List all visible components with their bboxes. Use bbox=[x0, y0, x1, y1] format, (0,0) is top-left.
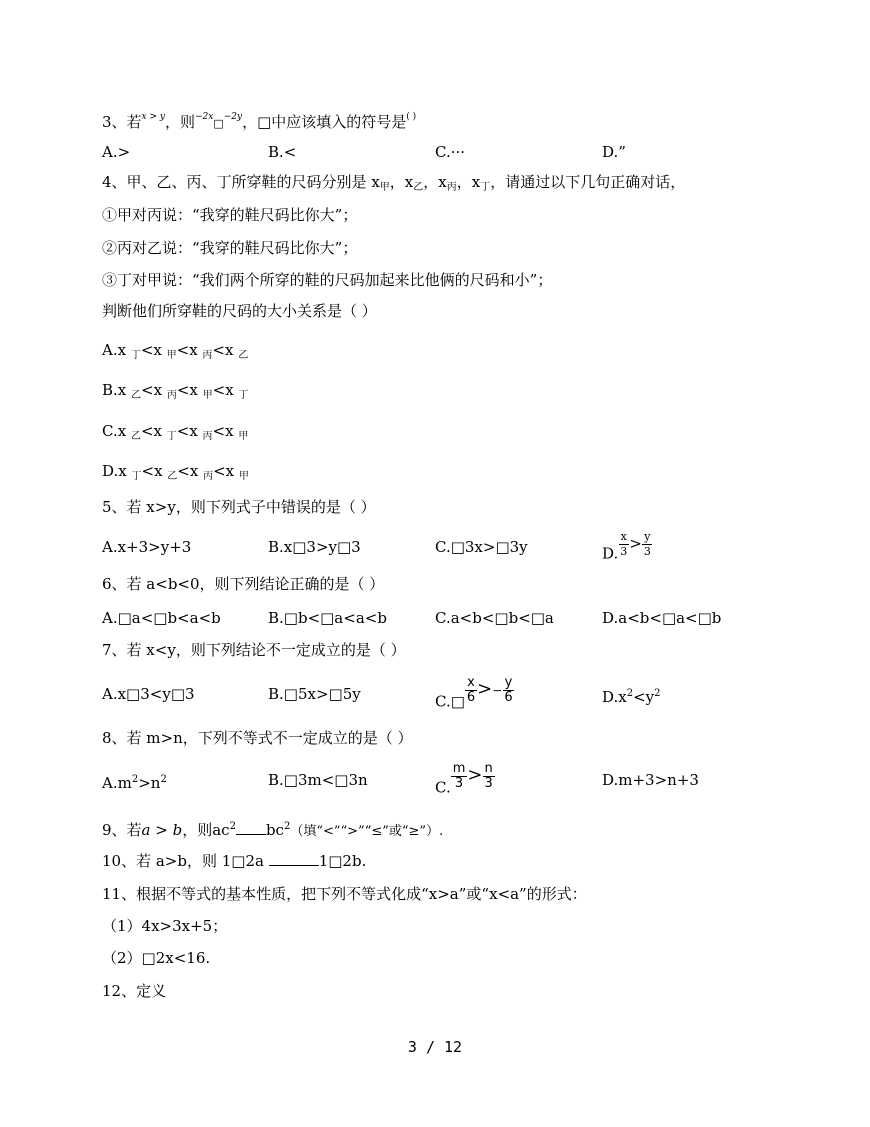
q7-d-exp1: 2 bbox=[626, 688, 634, 699]
q8-c-frac1 bbox=[451, 762, 468, 791]
q4-sep-2: ，x bbox=[423, 173, 447, 191]
q4-a-s4: 乙 bbox=[238, 350, 249, 361]
q10-blank[interactable] bbox=[269, 865, 319, 866]
q7-c-frac2 bbox=[502, 676, 514, 705]
q4-b-lt1: <x bbox=[141, 381, 167, 399]
q8-c-num2: n bbox=[484, 761, 493, 776]
q4-c-s3: 丙 bbox=[202, 431, 213, 442]
q3-option-a: A.> bbox=[102, 143, 131, 161]
q7-option-b: B.□5x>□5y bbox=[268, 685, 361, 703]
q8-option-b: B.□3m<□3n bbox=[268, 771, 368, 789]
q3-line bbox=[102, 107, 416, 134]
q7-stem: 7、若 x<y，则下列结论不一定成立的是（ ） bbox=[102, 641, 406, 659]
q7-option-c bbox=[435, 676, 515, 712]
q8-a-exp1: 2 bbox=[131, 774, 139, 785]
q4-c-letter: C.x bbox=[102, 422, 131, 440]
q3-paren: ( ) bbox=[406, 112, 417, 122]
q4-option-b bbox=[102, 380, 248, 406]
q5-d-den1: 3 bbox=[620, 545, 628, 558]
q6-stem: 6、若 a<b<0，则下列结论正确的是（ ） bbox=[102, 575, 385, 593]
q8-option-c bbox=[435, 762, 495, 798]
q4-c-lt3: <x bbox=[212, 422, 239, 440]
q4-d-s1: 丁 bbox=[131, 471, 142, 482]
page-number: 3 / 12 bbox=[407, 1038, 463, 1056]
q4-b-lt2: <x bbox=[176, 381, 203, 399]
q7-d-base: D.x bbox=[602, 688, 627, 706]
q6-option-c: C.a<b<□b<□a bbox=[435, 609, 554, 627]
q4-b-s2: 丙 bbox=[166, 390, 177, 401]
q3-tail: ，□中应该填入的符号是 bbox=[242, 113, 407, 131]
q4-intro bbox=[102, 172, 685, 198]
q4-statement-3: ③丁对甲说：“我们两个所穿的鞋的尺码加起来比他俩的尺码和小”； bbox=[102, 271, 553, 289]
q3-expr2: −2y bbox=[223, 112, 243, 122]
q3-option-d: D.” bbox=[602, 143, 626, 161]
q5-option-d bbox=[602, 530, 653, 564]
q4-statement-1: ①甲对丙说：“我穿的鞋尺码比你大”； bbox=[102, 206, 358, 224]
q8-option-d: D.m+3>n+3 bbox=[602, 771, 699, 789]
q9-line bbox=[102, 817, 443, 842]
q7-c-op: > bbox=[477, 678, 493, 700]
q7-option-a: A.x□3<y□3 bbox=[102, 685, 195, 703]
q8-a-mid: >n bbox=[138, 774, 161, 792]
q5-d-den2: 3 bbox=[643, 545, 651, 558]
q4-question: 判断他们所穿鞋的尺码的大小关系是（ ） bbox=[102, 302, 377, 320]
q4-c-s1: 乙 bbox=[130, 431, 141, 442]
q7-c-den2: 6 bbox=[504, 690, 513, 705]
q8-c-num1: m bbox=[452, 761, 466, 776]
q7-c-frac1 bbox=[465, 676, 477, 705]
q4-sub-yi: 乙 bbox=[413, 182, 424, 193]
q3-box: □ bbox=[213, 117, 224, 130]
q8-c-den1: 3 bbox=[454, 776, 464, 791]
q9-exp2: 2 bbox=[283, 821, 291, 832]
q4-b-s4: 丁 bbox=[238, 390, 249, 401]
q4-option-d bbox=[102, 461, 249, 487]
q4-option-a bbox=[102, 340, 248, 366]
q4-b-s1: 乙 bbox=[131, 390, 142, 401]
q8-option-a bbox=[102, 770, 167, 793]
q9-prefix: 9、若 bbox=[102, 821, 142, 839]
q8-c-frac2 bbox=[482, 762, 494, 791]
q4-a-lt3: <x bbox=[212, 341, 239, 359]
q4-b-lt3: <x bbox=[212, 381, 239, 399]
q8-c-den2: 3 bbox=[484, 776, 493, 791]
q4-d-lt1: <x bbox=[141, 462, 168, 480]
q3-cond: x > y bbox=[141, 112, 165, 122]
q4-c-s4: 甲 bbox=[238, 431, 249, 442]
q4-d-lt2: <x bbox=[177, 462, 204, 480]
q10-text-a: 10、若 a>b，则 1□2a bbox=[102, 852, 269, 870]
q4-c-s2: 丁 bbox=[166, 431, 177, 442]
q5-option-a: A.x+3>y+3 bbox=[102, 538, 192, 556]
q7-d-mid: <y bbox=[633, 688, 655, 706]
q6-option-d: D.a<b<□a<□b bbox=[602, 609, 722, 627]
q4-b-s3: 甲 bbox=[202, 390, 213, 401]
q7-c-minus: − bbox=[492, 683, 503, 698]
q7-c-prefix: C.□ bbox=[435, 692, 465, 711]
q4-sep-1: ，x bbox=[389, 173, 414, 191]
q4-d-s3: 丙 bbox=[203, 471, 214, 482]
q4-sub-bing: 丙 bbox=[446, 182, 457, 193]
q4-a-lt2: <x bbox=[176, 341, 203, 359]
q3-prefix: 3、若 bbox=[102, 113, 142, 131]
q4-intro-b: ，请通过以下几句正确对话， bbox=[490, 173, 686, 191]
q5-d-num1: x bbox=[620, 530, 627, 543]
q9-exp1: 2 bbox=[229, 821, 236, 832]
q4-a-s3: 丙 bbox=[202, 350, 213, 361]
q9-blank[interactable] bbox=[236, 834, 266, 835]
q4-option-c bbox=[102, 421, 248, 447]
q4-d-s2: 乙 bbox=[167, 471, 178, 482]
q4-d-s4: 甲 bbox=[238, 471, 249, 482]
q7-c-num1: x bbox=[467, 675, 475, 690]
q8-c-op: > bbox=[467, 764, 483, 786]
q11-part-1: （1）4x>3x+5； bbox=[102, 917, 228, 935]
q4-sep-3: ，x bbox=[456, 173, 481, 191]
q5-option-b: B.x□3>y□3 bbox=[268, 538, 361, 556]
q6-option-a: A.□a<□b<a<b bbox=[102, 609, 221, 627]
q4-a-letter: A.x bbox=[102, 341, 131, 359]
q4-c-lt1: <x bbox=[140, 422, 167, 440]
q4-a-lt1: <x bbox=[140, 341, 167, 359]
q4-c-lt2: <x bbox=[176, 422, 203, 440]
q11-stem: 11、根据不等式的基本性质，把下列不等式化成“x>a”或“x<a”的形式： bbox=[102, 885, 587, 903]
q4-sub-jia: 甲 bbox=[379, 182, 390, 193]
q7-option-d bbox=[602, 684, 661, 707]
q7-d-exp2: 2 bbox=[654, 688, 661, 699]
q5-d-num2: y bbox=[644, 530, 651, 543]
q7-c-num2: y bbox=[504, 675, 513, 690]
q10-line bbox=[102, 851, 366, 871]
q4-a-s1: 丁 bbox=[130, 350, 141, 361]
q9-cond: a > b bbox=[141, 821, 183, 839]
q7-c-den1: 6 bbox=[466, 690, 476, 705]
q5-d-frac2 bbox=[642, 530, 653, 559]
q9-mid: ，则ac bbox=[182, 821, 230, 839]
q4-statement-2: ②丙对乙说：“我穿的鞋尺码比你大”； bbox=[102, 239, 358, 257]
q3-option-c: C.··· bbox=[435, 143, 466, 161]
q5-stem: 5、若 x>y，则下列式子中错误的是（ ） bbox=[102, 498, 376, 516]
q4-d-lt3: <x bbox=[213, 462, 239, 480]
q5-option-c: C.□3x>□3y bbox=[435, 538, 528, 556]
q5-d-prefix: D. bbox=[602, 544, 619, 563]
q4-b-letter: B.x bbox=[102, 381, 132, 399]
q8-a-exp2: 2 bbox=[160, 774, 167, 785]
q4-a-s2: 甲 bbox=[166, 350, 177, 361]
q8-c-prefix: C. bbox=[435, 778, 451, 797]
q3-expr1: −2x bbox=[195, 112, 214, 122]
q11-part-2: （2）□2x<16. bbox=[102, 949, 211, 967]
q4-sub-ding: 丁 bbox=[480, 182, 491, 193]
q9-tail: （填“<”“>”“≤”或“≥”）. bbox=[290, 824, 444, 839]
q9-after: bc bbox=[265, 821, 284, 839]
q3-option-b: B.< bbox=[268, 143, 297, 161]
q5-d-op: > bbox=[629, 534, 642, 553]
q12-stem: 12、定义 bbox=[102, 982, 167, 1000]
q4-d-letter: D.x bbox=[102, 462, 132, 480]
q6-option-b: B.□b<□a<a<b bbox=[268, 609, 387, 627]
q5-d-frac1 bbox=[618, 530, 629, 559]
q3-mid: ，则 bbox=[164, 113, 195, 131]
q4-intro-a: 4、甲、乙、丙、丁所穿鞋的尺码分别是 x bbox=[102, 173, 380, 191]
q10-text-b: 1□2b. bbox=[318, 852, 367, 870]
q8-stem: 8、若 m>n，下列不等式不一定成立的是（ ） bbox=[102, 729, 413, 747]
q8-a-base: A.m bbox=[102, 774, 132, 792]
